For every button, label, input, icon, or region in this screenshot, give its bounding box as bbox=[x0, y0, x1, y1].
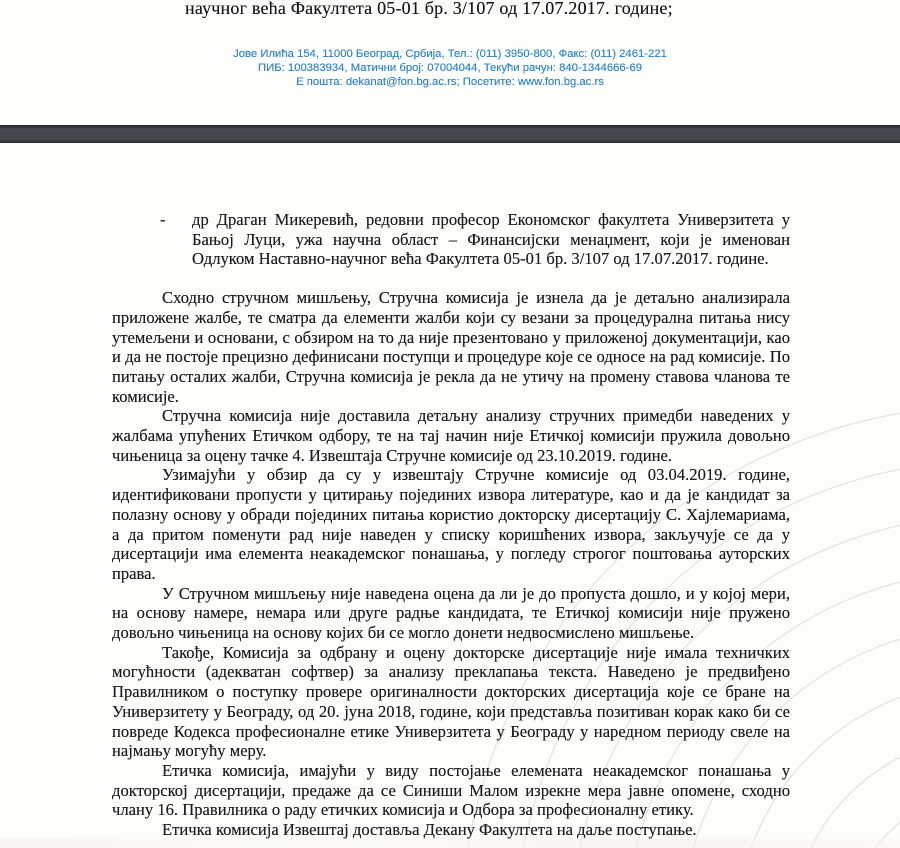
bullet-dash: - bbox=[160, 210, 166, 229]
watermark-arc bbox=[790, 735, 900, 848]
paragraph-missing-analysis: Стручна комисија није доставила детаљну анализу стручних примедби наведених у жалбама упућених Етичком одбору, те на тај начин није Етичкој комисији пружила довољно чињеница за оцену тачке 4. Извештаја Стручне комисије од 23.10.2019. године. bbox=[112, 406, 790, 465]
letterhead-contact-block bbox=[0, 47, 900, 89]
paragraph-proposed-measure: Етичка комисија, имајући у виду постојање елемената неакадемског понашања у докторској дисертацији, предаже да се Синиши Малом изрекне мера јавне опомене, сходно члану 16. Правилника о раду етичких комисија и Одбора за професионалну етику. bbox=[112, 760, 790, 820]
paragraph-no-assessment: У Стручном мишљењу није наведена оцена да ли је до пропуста дошло, и у којој мери, на основу намере, немара или друге радње кандидата, те Етичкој комисији није пружено довољно чињеница на основу којих би се могло донети недвосмислено мишљење. bbox=[112, 583, 790, 643]
paragraph-forwarding: Етичка комисија Извештај доставља Декану Факултета на даље поступање. bbox=[162, 820, 697, 840]
paragraph-technical-limitations: Такође, Комисија за одбрану и оцену докторске дисертације није имала техничких могућности (адекватан софтвер) за анализу преклапања текста. Наведено је предвиђено Правилником о поступку провере оригиналности докторских дисертација које се бране на Универзитету у Београду, од 20. јуна 2018, године, који представља позитиван корак како би се повреде Кодекса професионалне етике Универзитета у Београду у наредном периоду свеле на најмању могућу меру. bbox=[112, 642, 790, 761]
scan-bottom-edge bbox=[0, 839, 900, 848]
paragraph-expert-opinion: Сходно стручном мишљењу, Стручна комисија је изнела да је детаљно анализирала приложене жалбе, те сматра да елементи жалби који су везани за процедурална питања нису утемељени и основани, с обзиром на то да није презентовано у приложеној документацији, као и да не постоје прецизно дефинисани поступци и процедуре које се односе на рад комисије. По питању осталих жалби, Стручна комисија је рекла да не утичу на промену ставова чланова те комисије. bbox=[112, 288, 790, 406]
letterhead-email-line: Е пошта: dekanat@fon.bg.ac.rs; Посетите: www.fon.bg.ac.rs bbox=[296, 76, 604, 88]
document-body bbox=[112, 210, 790, 840]
paragraph-citation-omissions: Узимајући у обзир да су у извештају Стручне комисије од 03.04.2019. године, идентификовани пропусти у цитирању појединих извора литературе, као и да је кандидат за полазну основу у обради појединих питања користио докторску дисертацију С. Хајлемариама, а да притом поменути рад није наведен у списку коришћених извора, закључује се да у дисертацији има елемента неакадемског понашања, у погледу строгог поштовања ауторских права. bbox=[112, 465, 790, 583]
page-break-bar bbox=[0, 125, 900, 143]
committee-member-item bbox=[112, 210, 790, 269]
letterhead-address-line: Јове Илића 154, 11000 Београд, Србија, Тел.: (011) 3950-800, Факс: (011) 2461-221 bbox=[233, 48, 667, 60]
cropped-previous-line: научног већа Факултета 05-01 бр. 3/107 од 17.07.2017. године; bbox=[185, 0, 673, 18]
letterhead-ids-line: ПИБ: 100383934, Матични број: 07004044, Текући рачун: 840-1344666-69 bbox=[257, 62, 643, 74]
committee-member-text: др Драган Микеревић, редовни професор Економског факултета Универзитета у Бањој Луци, ужа научна област – Финансијски менаџмент, који је именован Одлуком Наставно-научног већа Факултета 05-01 бр. 3/107 од 17.07.2017. године. bbox=[192, 210, 790, 269]
